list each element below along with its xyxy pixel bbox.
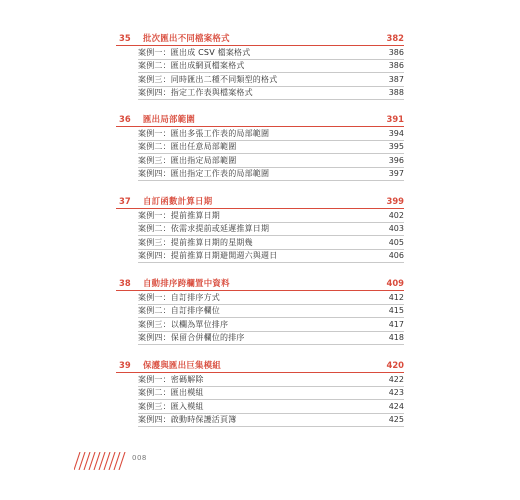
entry-page: 387 <box>388 74 404 84</box>
chapter-page: 420 <box>386 360 404 370</box>
page-number: 008 <box>132 454 147 462</box>
entry-label: 案例四：指定工作表與檔案格式 <box>138 88 253 98</box>
toc-entry[interactable] <box>138 236 404 250</box>
entry-label: 案例四：保留合併欄位的排序 <box>138 333 245 343</box>
entry-page: 394 <box>388 128 404 138</box>
entry-page: 395 <box>388 142 404 152</box>
chapter-36 <box>116 112 404 181</box>
entry-label: 案例二：匯出任意局部範圍 <box>138 142 237 152</box>
chapter-37 <box>116 194 404 263</box>
entry-page: 386 <box>388 47 404 57</box>
entry-page: 424 <box>388 401 404 411</box>
chapter-number: 38 <box>119 278 131 288</box>
entry-label: 案例二：自訂排序欄位 <box>138 306 220 316</box>
entry-page: 397 <box>388 169 404 179</box>
toc-entry[interactable] <box>138 127 404 141</box>
chapter-heading[interactable] <box>116 112 404 127</box>
entry-label: 案例三：同時匯出二種不同類型的格式 <box>138 74 278 84</box>
toc-entry[interactable] <box>138 154 404 168</box>
toc-entry[interactable] <box>138 141 404 155</box>
entry-page: 417 <box>388 319 404 329</box>
entry-label: 案例三：以欄為單位排序 <box>138 319 229 329</box>
entry-label: 案例二：依需求提前或延遲推算日期 <box>138 224 270 234</box>
entry-label: 案例四：匯出指定工作表的局部範圍 <box>138 169 270 179</box>
entry-page: 406 <box>388 251 404 261</box>
toc-entry[interactable] <box>138 223 404 237</box>
entry-page: 403 <box>388 224 404 234</box>
toc-entry[interactable] <box>138 291 404 305</box>
chapter-number: 37 <box>119 196 131 206</box>
chapter-heading[interactable] <box>116 276 404 291</box>
entry-label: 案例一：自訂排序方式 <box>138 292 220 302</box>
chapter-page: 382 <box>386 33 404 43</box>
chapter-heading[interactable] <box>116 31 404 46</box>
chapter-39 <box>116 358 404 427</box>
entry-page: 402 <box>388 210 404 220</box>
entry-page: 415 <box>388 306 404 316</box>
entry-page: 386 <box>388 61 404 71</box>
chapter-35 <box>116 31 404 100</box>
toc-entry[interactable] <box>138 250 404 264</box>
toc-entry[interactable] <box>138 73 404 87</box>
chapter-title: 匯出局部範圍 <box>143 114 196 124</box>
chapter-page: 409 <box>386 278 404 288</box>
entry-label: 案例一：匯出成 CSV 檔案格式 <box>138 47 251 57</box>
chapter-page: 399 <box>386 196 404 206</box>
toc-entry[interactable] <box>138 373 404 387</box>
chapter-number: 35 <box>119 33 131 43</box>
entry-page: 396 <box>388 155 404 165</box>
entry-page: 418 <box>388 333 404 343</box>
chapter-page: 391 <box>386 114 404 124</box>
entry-label: 案例一：匯出多張工作表的局部範圍 <box>138 128 270 138</box>
toc-entry[interactable] <box>138 87 404 101</box>
chapter-38 <box>116 276 404 345</box>
entry-label: 案例一：提前推算日期 <box>138 210 220 220</box>
toc-entry[interactable] <box>138 209 404 223</box>
entry-label: 案例二：匯出成網頁檔案格式 <box>138 61 245 71</box>
chapter-number: 36 <box>119 114 131 124</box>
chapter-title: 批次匯出不同檔案格式 <box>143 33 230 43</box>
entry-page: 388 <box>388 88 404 98</box>
toc-entry[interactable] <box>138 332 404 346</box>
entry-page: 422 <box>388 374 404 384</box>
chapter-heading[interactable] <box>116 194 404 209</box>
toc-entry[interactable] <box>138 387 404 401</box>
chapter-number: 39 <box>119 360 131 370</box>
toc-entry[interactable] <box>138 318 404 332</box>
chapter-heading[interactable] <box>116 358 404 373</box>
entry-label: 案例四：提前推算日期避開週六與週日 <box>138 251 278 261</box>
toc-entry[interactable] <box>138 168 404 182</box>
entry-page: 412 <box>388 292 404 302</box>
toc-entry[interactable] <box>138 400 404 414</box>
chapter-title: 保護與匯出巨集模組 <box>143 360 222 370</box>
entry-label: 案例三：匯出指定局部範圍 <box>138 155 237 165</box>
entry-label: 案例三：匯入模組 <box>138 401 204 411</box>
entry-label: 案例四：啟動時保護活頁簿 <box>138 415 237 425</box>
toc-entry[interactable] <box>138 60 404 74</box>
entry-page: 423 <box>388 388 404 398</box>
entry-label: 案例二：匯出模組 <box>138 388 204 398</box>
entry-page: 425 <box>388 415 404 425</box>
footer-stripe-decoration <box>74 452 126 470</box>
entry-label: 案例三：提前推算日期的星期幾 <box>138 237 253 247</box>
toc-entry[interactable] <box>138 414 404 428</box>
entry-page: 405 <box>388 237 404 247</box>
chapter-title: 自動排序跨欄置中資料 <box>143 278 230 288</box>
toc-entry[interactable] <box>138 46 404 60</box>
toc-entry[interactable] <box>138 305 404 319</box>
chapter-title: 自訂函數計算日期 <box>143 196 213 206</box>
entry-label: 案例一：密碼解除 <box>138 374 204 384</box>
